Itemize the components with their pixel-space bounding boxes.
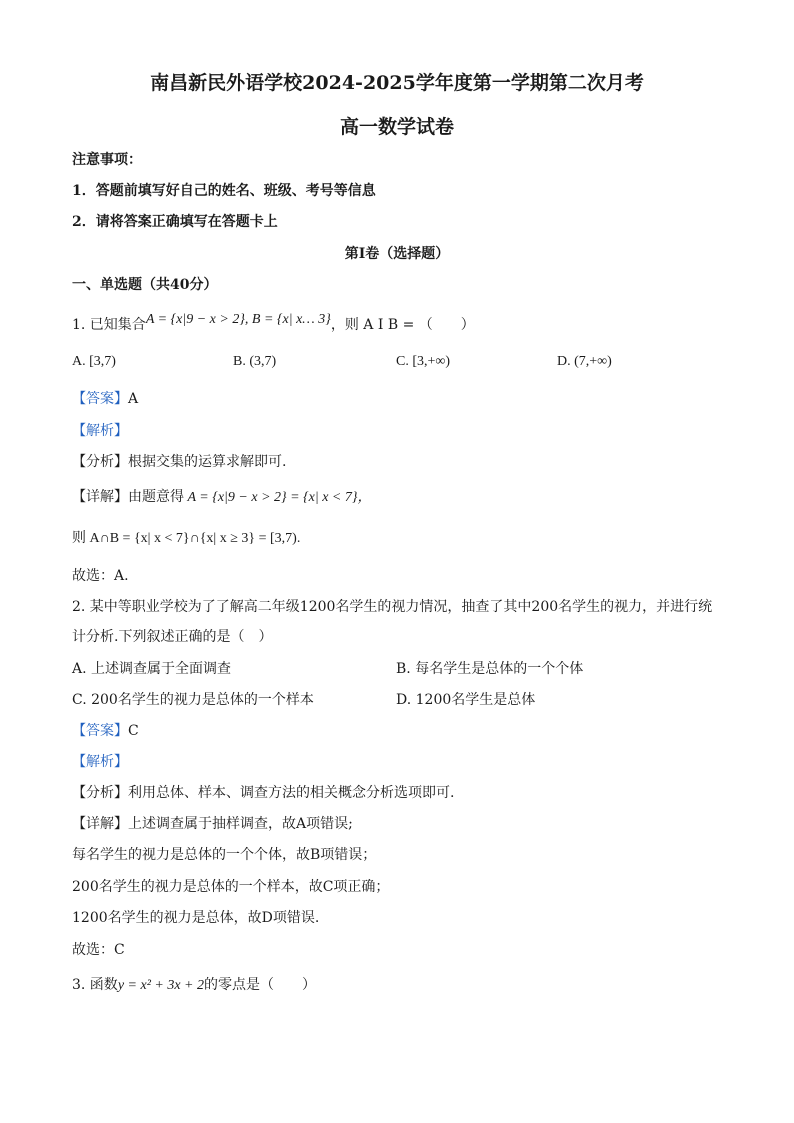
q1-answer-tag: 【答案】 <box>72 391 128 407</box>
exam-title: 南昌新民外语学校2024-2025学年度第一学期第二次月考 <box>150 72 644 94</box>
notes-item-1: 1．答题前填写好自己的姓名、班级、考号等信息 <box>72 183 376 199</box>
q1-answer-value: A <box>128 391 139 407</box>
q2-option-d: D. 1200名学生是总体 <box>396 692 536 708</box>
q1-option-b: B. (3,7) <box>233 354 277 369</box>
q1-stem-prefix: 1. 已知集合 <box>72 317 146 333</box>
q1-xiangjie-tag: 【详解】 <box>72 489 128 505</box>
notes-heading: 注意事项： <box>72 152 142 168</box>
q1-fenxi-text: 根据交集的运算求解即可. <box>128 454 287 470</box>
q1-fenxi-tag: 【分析】 <box>72 454 128 470</box>
notes-item-2: 2．请将答案正确填写在答题卡上 <box>72 214 278 230</box>
q2-detail-1-text: 上述调查属于抽样调查，故A项错误; <box>128 816 353 832</box>
q2-option-c: C. 200名学生的视力是总体的一个样本 <box>72 692 314 708</box>
q1-fenxi <box>72 452 286 472</box>
q3-function-expression: y = x² + 3x + 2 <box>117 978 204 993</box>
q2-stem-line-2: 计分析.下列叙述正确的是（ ） <box>72 629 273 645</box>
q2-fenxi-tag: 【分析】 <box>72 785 128 801</box>
q3-stem-suffix: 的零点是（ ） <box>204 977 316 993</box>
q2-xiangjie-tag: 【详解】 <box>72 816 128 832</box>
q2-fenxi-text: 利用总体、样本、调查方法的相关概念分析选项即可. <box>128 785 455 801</box>
q1-detail-1-text: 由题意得 <box>128 489 184 505</box>
q2-option-b: B. 每名学生是总体的一个个体 <box>396 661 584 677</box>
q3-stem <box>72 975 316 996</box>
q1-stem <box>72 312 475 336</box>
q1-option-d: D. (7,+∞) <box>557 354 612 369</box>
q2-detail-4: 1200名学生的视力是总体，故D项错误. <box>72 910 320 926</box>
q1-detail-2: 则 A∩B = {x| x < 7}∩{x| x ≥ 3} = [3,7). <box>72 531 301 546</box>
q1-stem-suffix: ，则 A I B = （ ） <box>330 317 475 333</box>
q1-analysis-tag: 【解析】 <box>72 423 128 439</box>
q2-answer-tag: 【答案】 <box>72 723 128 739</box>
q1-answer <box>72 389 138 409</box>
q2-answer <box>72 721 139 741</box>
q3-stem-prefix: 3. 函数 <box>72 977 118 993</box>
q2-detail-1 <box>72 814 353 834</box>
q1-conclusion: 故选：A. <box>72 568 129 584</box>
q1-detail-1-math: A = {x|9 − x > 2} = {x| x < 7}， <box>184 490 372 505</box>
q2-stem-line-1: 2. 某中等职业学校为了了解高二年级1200名学生的视力情况，抽查了其中200名学生的视力，并进行统 <box>72 599 713 615</box>
volume-heading: 第I卷（选择题） <box>344 246 450 262</box>
q1-option-a: A. [3,7) <box>72 354 116 369</box>
exam-subtitle: 高一数学试卷 <box>339 116 454 138</box>
q1-detail-1 <box>72 487 371 508</box>
q2-detail-3: 200名学生的视力是总体的一个样本，故C项正确； <box>72 879 390 895</box>
q2-detail-2: 每名学生的视力是总体的一个个体，故B项错误； <box>72 847 377 863</box>
q2-conclusion: 故选：C <box>72 942 125 958</box>
section-heading: 一、单选题（共40分） <box>72 277 218 293</box>
q2-option-a: A. 上述调查属于全面调查 <box>72 661 232 677</box>
q2-analysis-tag: 【解析】 <box>72 754 128 770</box>
q2-answer-value: C <box>128 723 139 739</box>
q1-option-c: C. [3,+∞) <box>396 354 451 369</box>
q2-fenxi <box>72 783 454 803</box>
q1-set-expression: A = {x|9 − x > 2}, B = {x| x… 3} <box>145 312 331 327</box>
